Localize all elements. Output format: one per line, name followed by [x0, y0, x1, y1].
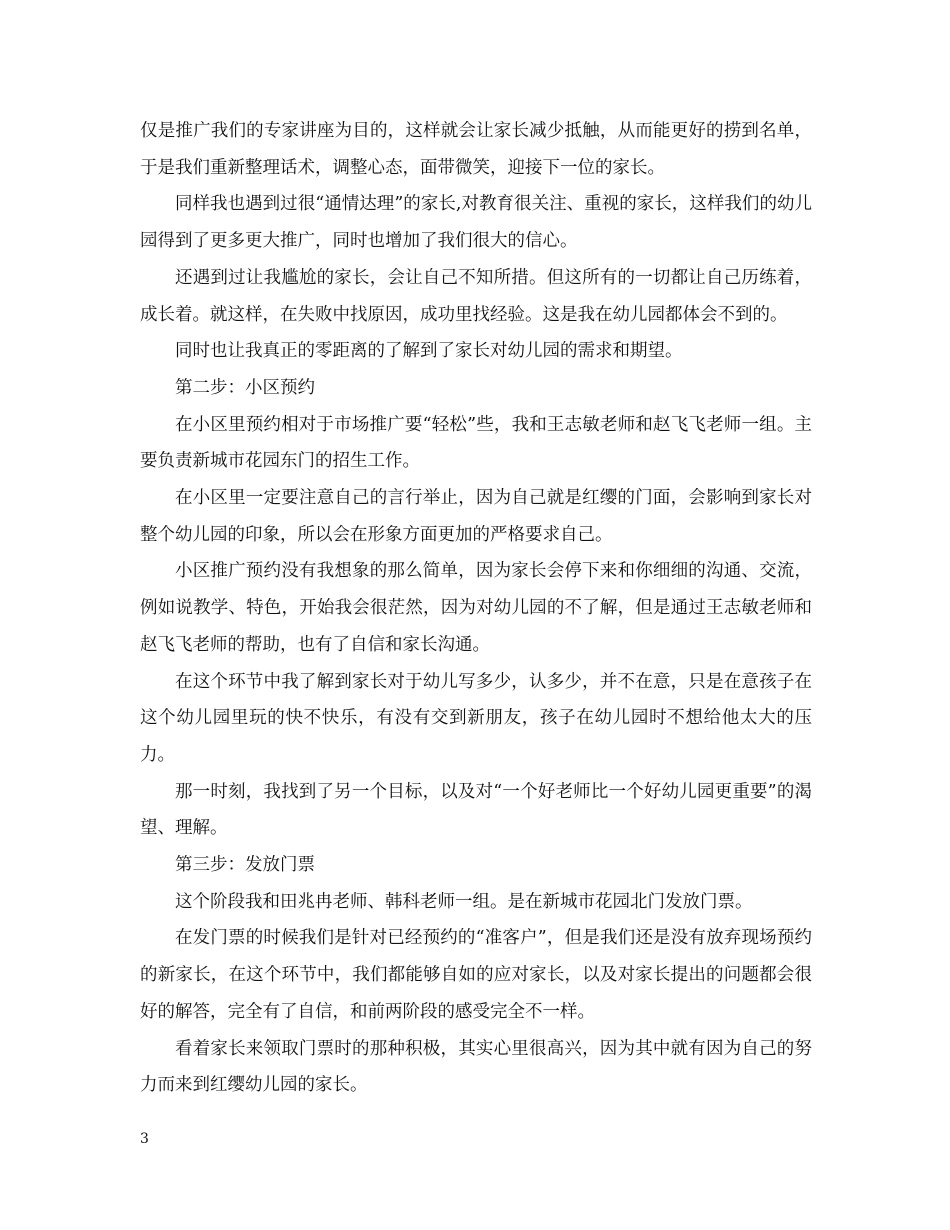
- section-heading-step-3: 第三步：发放门票: [175, 855, 315, 876]
- paragraph-8: 小区推广预约没有我想象的那么简单，因为家长会停下来和你细细的沟通、交流，例如说教学、特色，开始我会很茫然，因为对幼儿园的不了解，但是通过王志敏老师和赵飞飞老师的帮助，也有了自信和家长沟通。: [140, 561, 812, 655]
- paragraph-12: 这个阶段我和田兆冉老师、韩科老师一组。是在新城市花园北门发放门票。: [175, 891, 753, 912]
- paragraph-2: 同样我也遇到过很“通情达理”的家长,对教育很关注、重视的家长，这样我们的幼儿园得到了更多更大推广，同时也增加了我们很大的信心。: [140, 194, 812, 252]
- paragraph-10: 那一时刻，我找到了另一个目标，以及对“一个好老师比一个好幼儿园更重要”的渴望、理解。: [140, 781, 812, 839]
- paragraph-3: 还遇到过让我尴尬的家长，会让自己不知所措。但这所有的一切都让自己历练着，成长着。就这样，在失败中找原因，成功里找经验。这是我在幼儿园都体会不到的。: [140, 267, 812, 325]
- paragraph-4: 同时也让我真正的零距离的了解到了家长对幼儿园的需求和期望。: [175, 341, 683, 362]
- section-heading-step-2: 第二步：小区预约: [175, 377, 315, 398]
- document-body: [140, 113, 812, 1104]
- page-number: 3: [140, 1131, 149, 1147]
- paragraph-1: 仅是推广我们的专家讲座为目的，这样就会让家长减少抵触，从而能更好的捞到名单，于是我们重新整理话术，调整心态，面带微笑，迎接下一位的家长。: [140, 121, 812, 178]
- paragraph-13: 在发门票的时候我们是针对已经预约的“准客户”，但是我们还是没有放弃现场预约的新家长，在这个环节中，我们都能够自如的应对家长，以及对家长提出的问题都会很好的解答，完全有了自信，和前两阶段的感受完全不一样。: [140, 928, 812, 1022]
- paragraph-14: 看着家长来领取门票时的那种积极，其实心里很高兴，因为其中就有因为自己的努力而来到红缨幼儿园的家长。: [140, 1038, 812, 1096]
- paragraph-9: 在这个环节中我了解到家长对于幼儿写多少，认多少，并不在意，只是在意孩子在这个幼儿园里玩的快不快乐，有没有交到新朋友，孩子在幼儿园时不想给他太大的压力。: [140, 671, 812, 765]
- paragraph-6: 在小区里预约相对于市场推广要“轻松”些，我和王志敏老师和赵飞飞老师一组。主要负责新城市花园东门的招生工作。: [140, 414, 812, 472]
- paragraph-7: 在小区里一定要注意自己的言行举止，因为自己就是红缨的门面，会影响到家长对整个幼儿园的印象，所以会在形象方面更加的严格要求自己。: [140, 488, 812, 545]
